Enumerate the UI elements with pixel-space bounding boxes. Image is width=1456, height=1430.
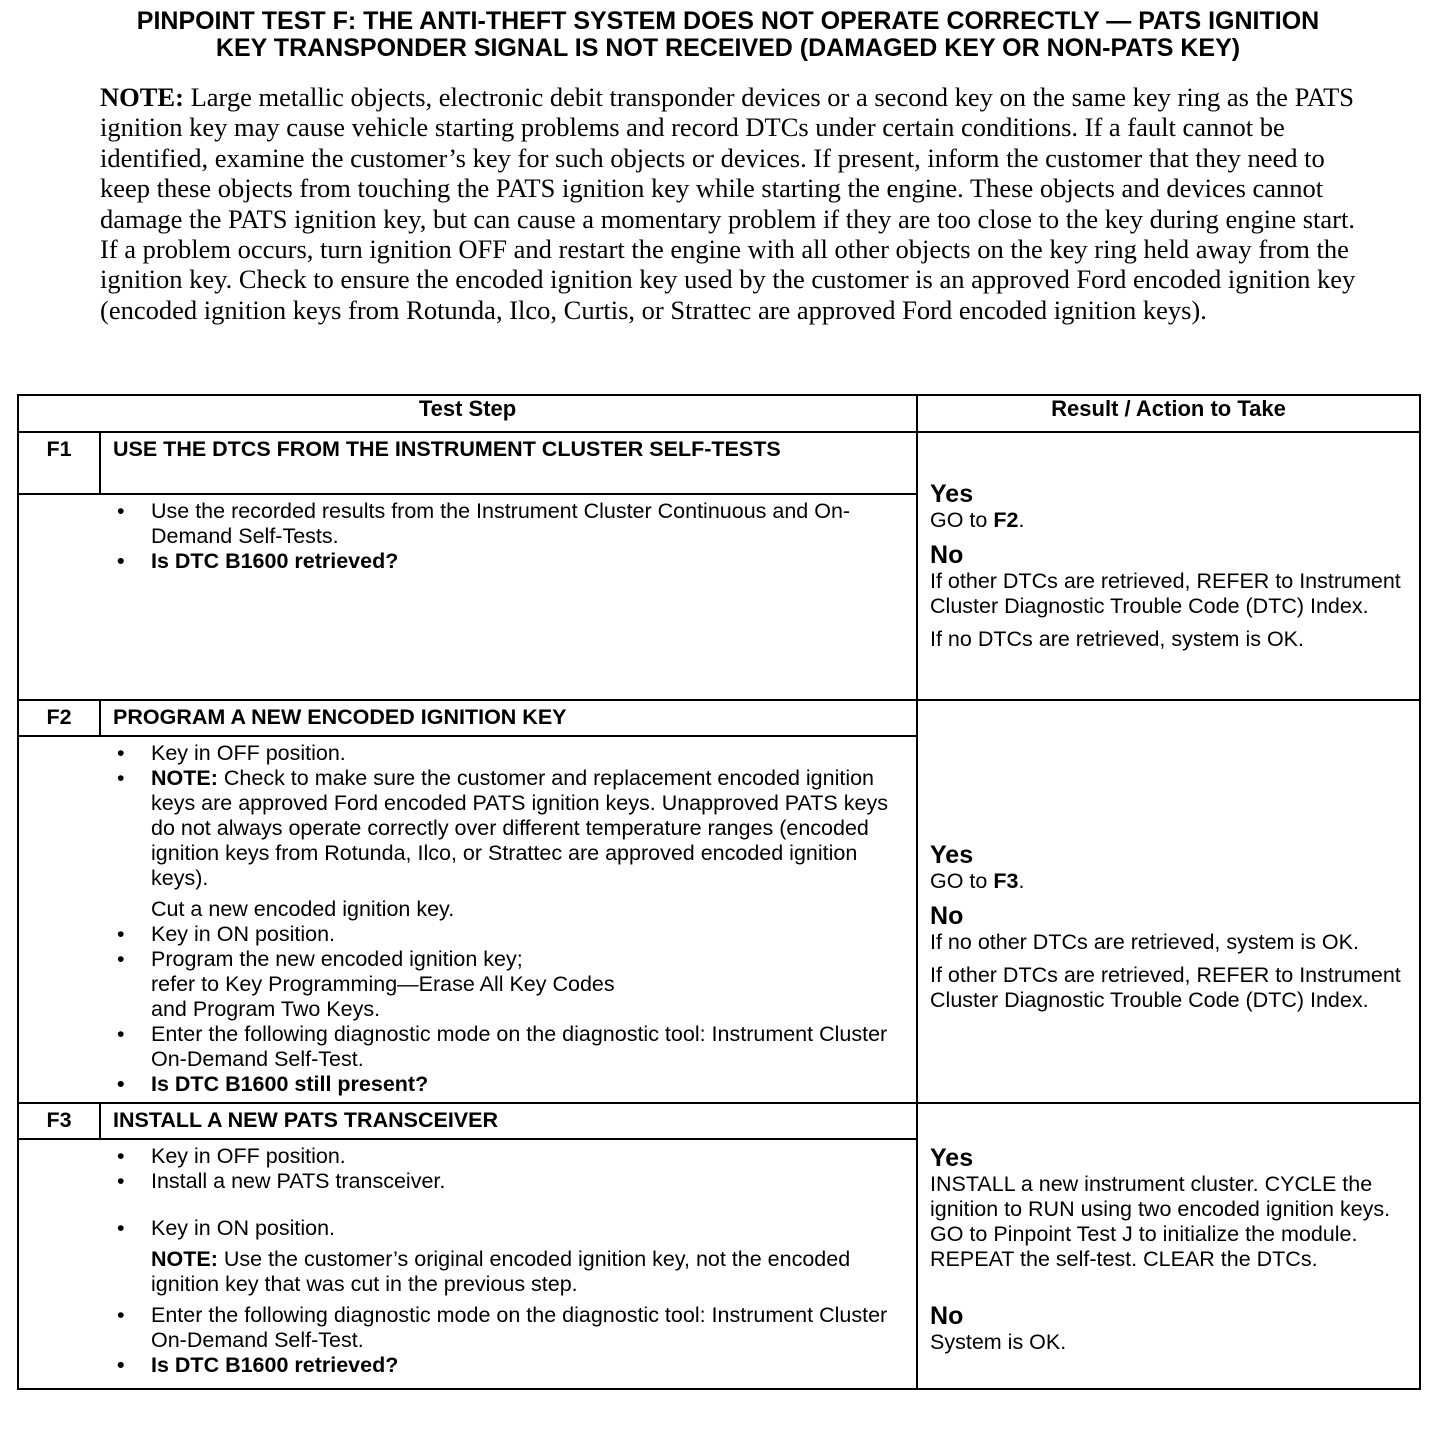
step-f2-list (33, 741, 896, 1097)
step-f3-yes-text: INSTALL a new instrument cluster. CYCLE the ignition to RUN using two encoded ignition keys. GO to Pinpoint Test J to initialize the module. REPEAT the self-test. CLEAR the DTCs. (930, 1172, 1391, 1271)
step-f1-item-1: • Use the recorded results from the Instrument Cluster Continuous and On-Demand Self-Tests. (33, 499, 896, 549)
step-f3-item-5: • Is DTC B1600 retrieved? (33, 1353, 896, 1378)
step-f2-no-text-1: If no other DTCs are retrieved, system is OK. (930, 930, 1359, 954)
step-f2-item-4-line-3: and Program Two Keys. (151, 997, 381, 1021)
intro-note-text: Large metallic objects, electronic debit transponder devices or a second key on the same key ring as the PATS ignition key may cause vehicle starting problems and record DTCs under certain conditions. If a fault cannot be identified, examine the customer’s key for such objects or devices. If present, inform the customer that they need to keep these objects from touching the PATS ignition key while starting the engine. These objects and devices cannot damage the PATS ignition key, but can cause a momentary problem if they are too close to the key during engine start. If a problem occurs, turn ignition OFF and restart the engine with all other objects on the key ring held away from the ignition key. Check to ensure the encoded ignition key used by the customer is an approved Ford encoded ignition key (encoded ignition keys from Rotunda, Ilco, Curtis, or Strattec are approved Ford encoded ignition keys). (100, 82, 1356, 325)
pinpoint-test-table (17, 394, 1421, 1390)
step-f2-item-5: • Enter the following diagnostic mode on the diagnostic tool: Instrument Cluster On-Demand Self-Test. (33, 1022, 896, 1072)
table-header-row (18, 395, 1420, 432)
step-f2-result (917, 700, 1420, 1103)
step-f3-result-spacer (930, 1272, 1403, 1302)
step-f2-note-text: Check to make sure the customer and replacement encoded ignition keys are approved Ford encoded PATS ignition keys. Unapproved PATS keys do not always operate correctly over different temperature ranges (encoded ignition keys from Rotunda, Ilco, or Strattec are approved encoded ignition keys). (151, 766, 888, 890)
step-f2-note-label: NOTE: (151, 766, 218, 790)
step-f1-no-label: No (930, 541, 964, 569)
step-f3-item-4: • Enter the following diagnostic mode on the diagnostic tool: Instrument Cluster On-Demand Self-Test. (33, 1303, 896, 1353)
step-f1-yes-post: . (1018, 508, 1025, 532)
step-f2-yes-text (930, 869, 1403, 894)
step-f2-no-text-2: If other DTCs are retrieved, REFER to Instrument Cluster Diagnostic Trouble Code (DTC) Index. (930, 963, 1401, 1012)
step-f3-list (33, 1144, 896, 1378)
step-f2-item-6: • Is DTC B1600 still present? (33, 1072, 896, 1097)
step-f2-item-4-line-2: refer to Key Programming—Erase All Key Codes (151, 972, 615, 996)
step-f3-no-label: No (930, 1302, 964, 1330)
step-f3-no-text: System is OK. (930, 1330, 1067, 1354)
step-f1-yes-label: Yes (930, 480, 974, 508)
intro-note (100, 82, 1360, 325)
step-f1-no-text-2: If no DTCs are retrieved, system is OK. (930, 627, 1304, 651)
step-f2-title-row (18, 700, 1420, 736)
step-f3-body (18, 1139, 917, 1389)
step-f2-item-4-line-1: • Program the new encoded ignition key; (151, 947, 523, 971)
step-f1-title: USE THE DTCS FROM THE INSTRUMENT CLUSTER SELF-TESTS (100, 432, 917, 494)
step-f1-list (33, 499, 896, 574)
step-f1-yes-text (930, 508, 1403, 533)
step-f3-id: F3 (18, 1103, 100, 1139)
step-f1-result (917, 432, 1420, 700)
step-f1-title-row (18, 432, 1420, 494)
step-f2-item-1: • Key in OFF position. (33, 741, 896, 766)
step-f2-item-2 (33, 766, 896, 891)
page-title-line-2: KEY TRANSPONDER SIGNAL IS NOT RECEIVED (DAMAGED KEY OR NON-PATS KEY) (215, 34, 1241, 62)
step-f2-yes-post: . (1018, 869, 1025, 893)
step-f2-yes-label: Yes (930, 841, 974, 869)
page-title-line-1: PINPOINT TEST F: THE ANTI-THEFT SYSTEM DOES NOT OPERATE CORRECTLY — PATS IGNITION (136, 7, 1320, 35)
page-title (0, 8, 1456, 62)
step-f3-item-3: • Key in ON position. (33, 1216, 896, 1241)
step-f3-note (33, 1247, 896, 1297)
step-f3-item-2: • Install a new PATS transceiver. (33, 1169, 896, 1194)
step-f2-title: PROGRAM A NEW ENCODED IGNITION KEY (100, 700, 917, 736)
step-f3-title-row (18, 1103, 1420, 1139)
header-result-action: Result / Action to Take (917, 395, 1420, 432)
step-f2-item-4 (33, 947, 896, 1022)
step-f2-id: F2 (18, 700, 100, 736)
step-f2-body (18, 736, 917, 1103)
step-f3-item-1: • Key in OFF position. (33, 1144, 896, 1169)
step-f2-item-2b: Cut a new encoded ignition key. (151, 897, 455, 921)
step-f2-yes-pre: GO to (930, 869, 994, 893)
step-f1-yes-pre: GO to (930, 508, 994, 532)
step-f1-no-text-1: If other DTCs are retrieved, REFER to Instrument Cluster Diagnostic Trouble Code (DTC) Index. (930, 569, 1401, 618)
step-f1-item-2: • Is DTC B1600 retrieved? (33, 549, 896, 574)
step-f2-yes-target: F3 (993, 869, 1019, 893)
step-f1-body (18, 494, 917, 700)
intro-note-label: NOTE: (100, 82, 184, 112)
header-test-step: Test Step (18, 395, 917, 432)
step-f1-yes-target: F2 (993, 508, 1019, 532)
step-f2-no-label: No (930, 902, 964, 930)
step-f1-id: F1 (18, 432, 100, 494)
step-f3-title: INSTALL A NEW PATS TRANSCEIVER (100, 1103, 917, 1139)
step-f3-result (917, 1103, 1420, 1389)
step-f3-note-text: Use the customer’s original encoded ignition key, not the encoded ignition key that was cut in the previous step. (151, 1247, 851, 1296)
step-f2-item-3: • Key in ON position. (33, 922, 896, 947)
step-f3-note-label: NOTE: (151, 1247, 218, 1271)
step-f3-yes-label: Yes (930, 1144, 974, 1172)
